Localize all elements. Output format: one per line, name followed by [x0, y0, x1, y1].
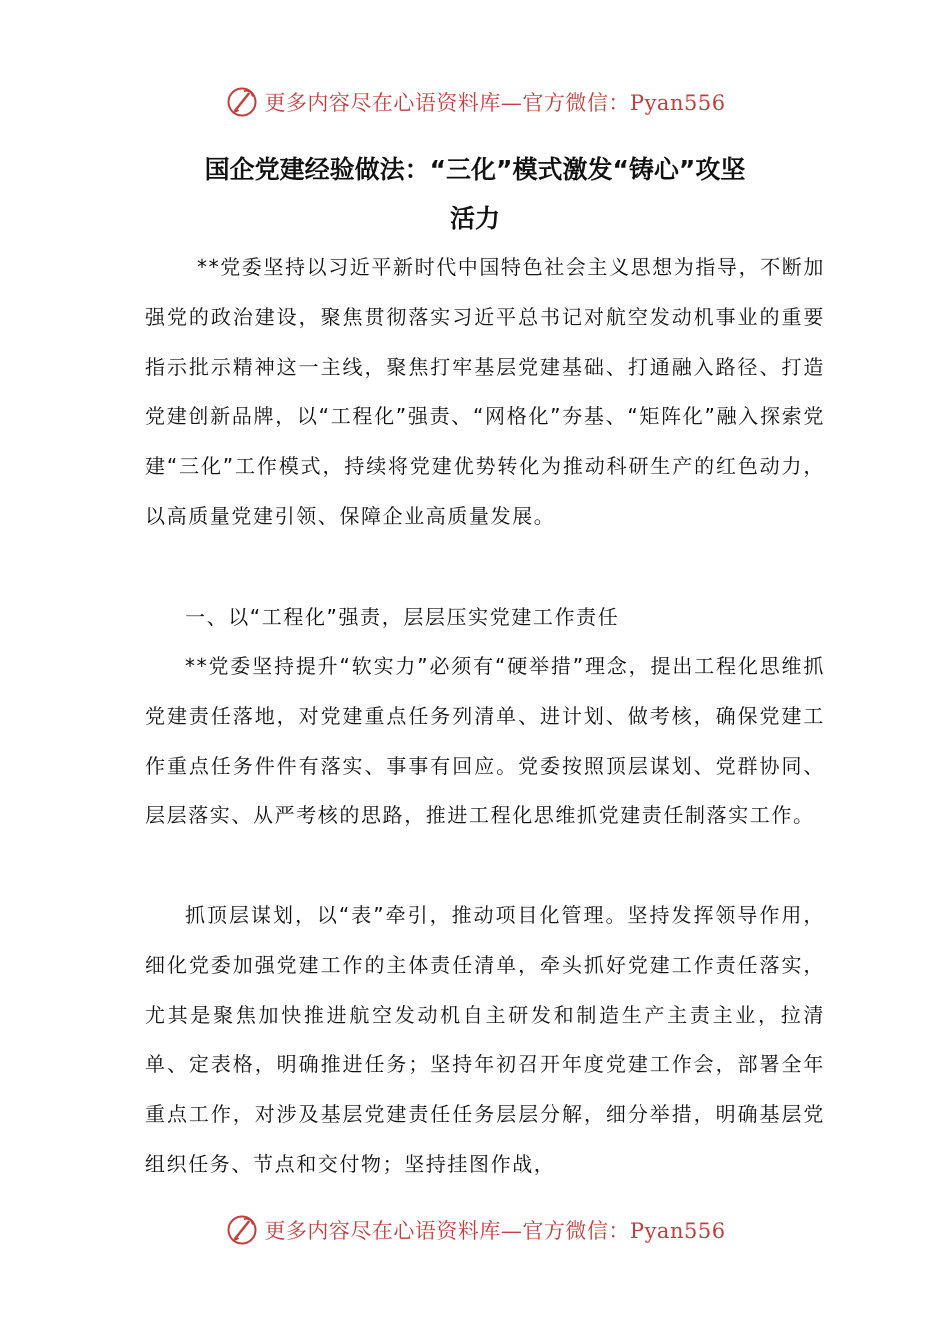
pen-nib-logo-icon: [224, 1212, 260, 1248]
body-paragraph-1: **党委坚持以习近平新时代中国特色社会主义思想为指导，不断加强党的政治建设，聚焦贯彻落实习近平总书记对航空发动机事业的重要指示批示精神这一主线，聚焦打牢基层党建基础、打通融入路径、打造党建创新品牌，以“工程化”强责、“网格化”夯基、“矩阵化”融入探索党建“三化”工作模式，持续将党建优势转化为推动科研生产的红色动力，以高质量党建引领、保障企业高质量发展。: [145, 255, 825, 528]
watermark-bottom: [0, 1208, 950, 1252]
section-heading-1: 一、以“工程化”强责，层层压实党建工作责任: [185, 605, 620, 629]
watermark-text: 更多内容尽在心语资料库—官方微信：Pyan556: [264, 1219, 726, 1243]
pen-nib-logo-icon: [224, 84, 260, 120]
document-title-line2: 活力: [449, 204, 500, 233]
document-title-line1: 国企党建经验做法：“三化”模式激发“铸心”攻坚: [204, 155, 746, 184]
watermark-text: 更多内容尽在心语资料库—官方微信：Pyan556: [264, 91, 726, 115]
body-paragraph-3: 抓顶层谋划，以“表”牵引，推动项目化管理。坚持发挥领导作用，细化党委加强党建工作的主体责任清单，牵头抓好党建工作责任落实，尤其是聚焦加快推进航空发动机自主研发和制造生产主责主业，拉清单、定表格，明确推进任务；坚持年初召开年度党建工作会，部署全年重点工作，对涉及基层党建责任任务层层分解，细分举措，明确基层党组织任务、节点和交付物；坚持挂图作战，: [145, 903, 825, 1176]
watermark-top: [0, 80, 950, 124]
body-paragraph-2: **党委坚持提升“软实力”必须有“硬举措”理念，提出工程化思维抓党建责任落地，对党建重点任务列清单、进计划、做考核，确保党建工作重点任务件件有落实、事事有回应。党委按照顶层谋划、党群协同、层层落实、从严考核的思路，推进工程化思维抓党建责任制落实工作。: [145, 654, 825, 828]
